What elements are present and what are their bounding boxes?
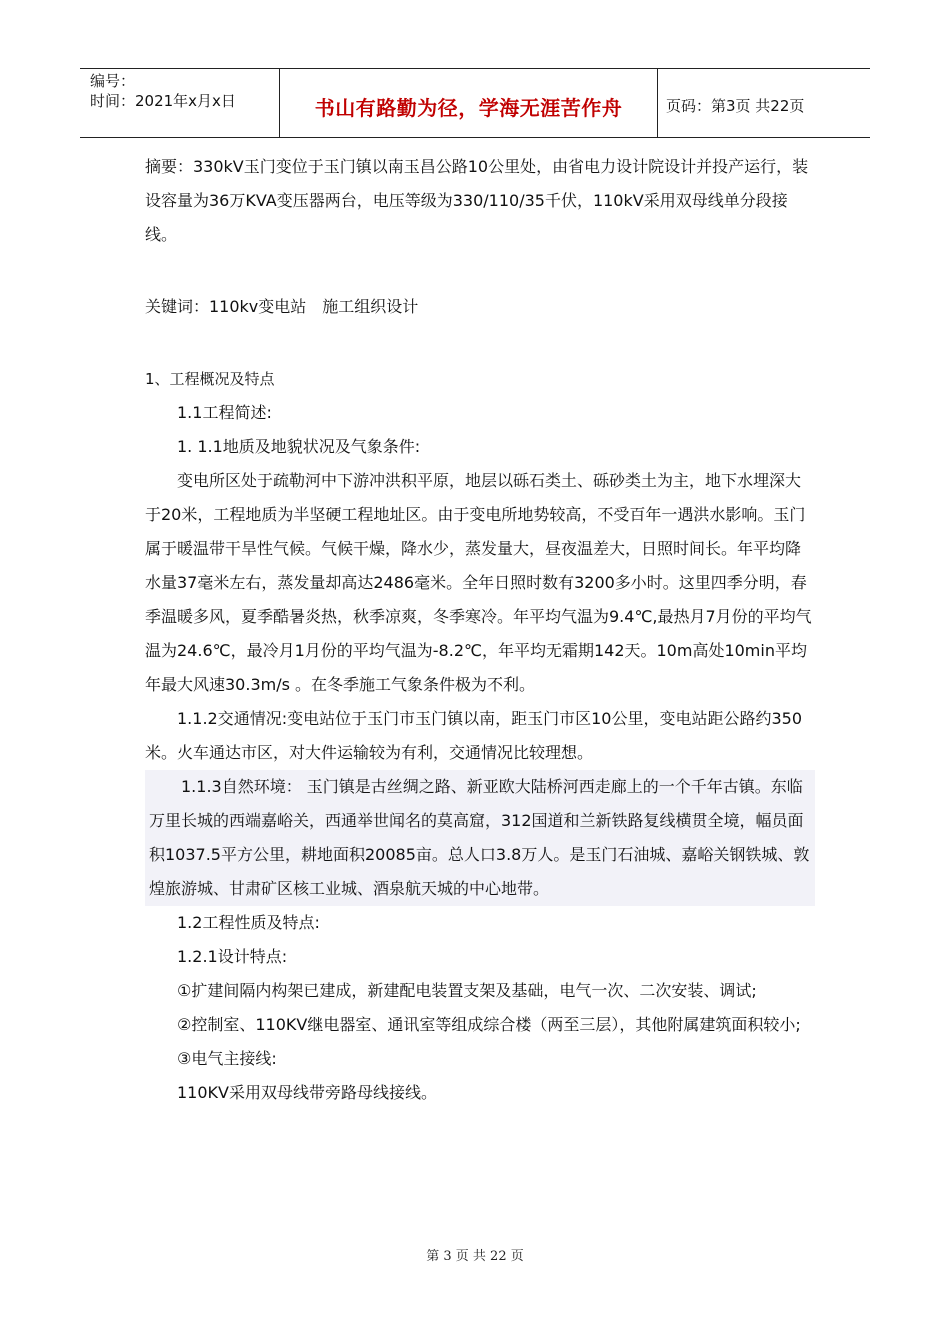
keywords-line: 关键词：110kv变电站 施工组织设计 (145, 297, 419, 316)
page-footer: 第 3 页 共 22 页 (426, 1249, 524, 1264)
section-1-2-1-heading: 1.2.1设计特点: (177, 947, 288, 966)
section-1-1-1-heading: 1. 1.1地质及地貌状况及气象条件: (177, 437, 421, 456)
document-body (145, 150, 815, 1110)
number-label: 编号： (90, 72, 136, 90)
header-page-info: 页码：第3页 共22页 (666, 96, 805, 115)
design-item-3: ③电气主接线: (177, 1049, 277, 1068)
header-meta (80, 69, 280, 137)
header-motto: 书山有路勤为径，学海无涯苦作舟 (280, 69, 658, 137)
header-table (80, 68, 870, 138)
wiring-paragraph: 110KV采用双母线带旁路母线接线。 (177, 1083, 437, 1102)
section-1-1-heading: 1.1工程简述: (177, 403, 272, 422)
abstract-paragraph: 摘要：330kV玉门变位于玉门镇以南玉昌公路10公里处，由省电力设计院设计并投产运行，装设容量为36万KVA变压器两台，电压等级为330/110/35千伏，110kV采用双母线单分段接线。 (145, 157, 809, 244)
time-label: 时间：2021年x月x日 (90, 92, 236, 110)
traffic-paragraph: 1.1.2交通情况:变电站位于玉门市玉门镇以南，距玉门市区10公里，变电站距公路约350米。火车通达市区，对大件运输较为有利，交通情况比较理想。 (145, 709, 803, 762)
design-item-1: ①扩建间隔内构架已建成，新建配电装置支架及基础，电气一次、二次安装、调试; (177, 981, 757, 1000)
section-1-2-heading: 1.2工程性质及特点: (177, 913, 320, 932)
geology-paragraph: 变电所区处于疏勒河中下游冲洪积平原，地层以砾石类土、砾砂类土为主，地下水埋深大于20米，工程地质为半坚硬工程地址区。由于变电所地势较高，不受百年一遇洪水影响。玉门属于暖温带干旱性气候。气候干燥，降水少，蒸发量大，昼夜温差大，日照时间长。年平均降水量37毫米左右，蒸发量却高达2486毫米。全年日照时数有3200多小时。这里四季分明，春季温暖多风，夏季酷暑炎热，秋季凉爽，冬季寒冷。年平均气温为9.4℃,最热月7月份的平均气温为24.6℃，最冷月1月份的平均气温为-8.2℃，年平均无霜期142天。10m高处10min平均年最大风速30.3m/s 。在冬季施工气象条件极为不利。 (145, 471, 812, 694)
design-item-2: ②控制室、110KV继电器室、通讯室等组成综合楼（两至三层），其他附属建筑面积较小; (177, 1015, 801, 1034)
section-1-title: 1、工程概况及特点 (145, 370, 275, 388)
environment-paragraph: 1.1.3自然环境： 玉门镇是古丝绸之路、新亚欧大陆桥河西走廊上的一个千年古镇。东临万里长城的西端嘉峪关，西通举世闻名的莫高窟，312国道和兰新铁路复线横贯全境，幅员面积1037.5平方公里，耕地面积20085亩。总人口3.8万人。是玉门石油城、嘉峪关钢铁城、敦煌旅游城、甘肃矿区核工业城、酒泉航天城的中心地带。 (145, 770, 815, 906)
